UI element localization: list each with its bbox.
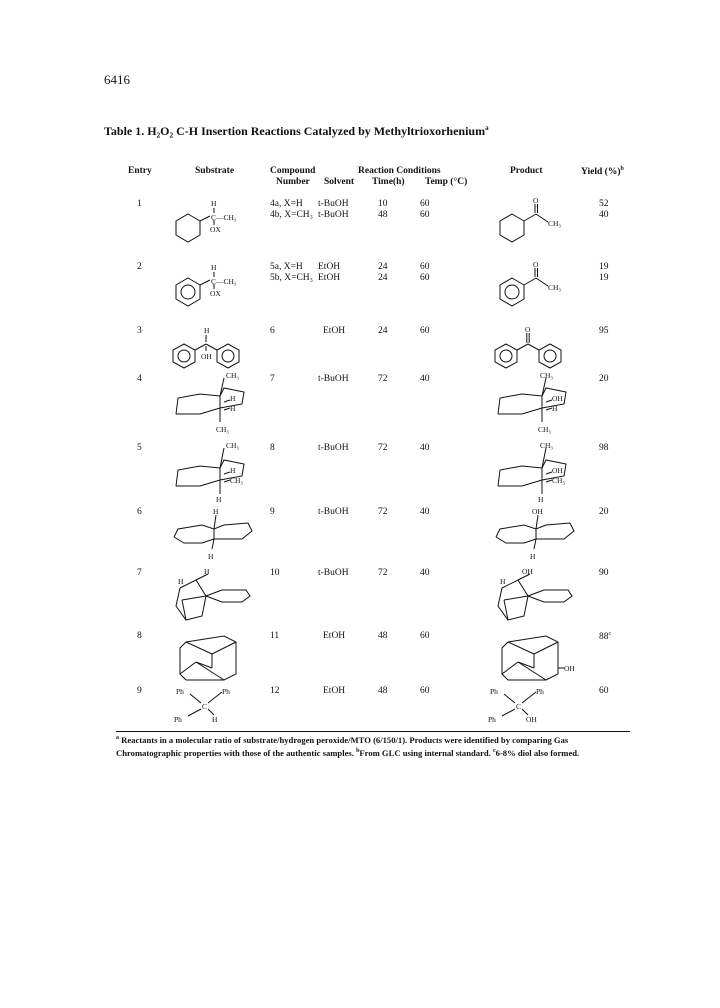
yield-cell: 20 bbox=[599, 507, 609, 517]
entry-number: 2 bbox=[137, 262, 142, 272]
o-label: O bbox=[533, 196, 539, 205]
entry-number: 6 bbox=[137, 507, 142, 517]
header-yield bbox=[581, 166, 624, 177]
header-compound: Compound bbox=[270, 166, 316, 176]
c-label: C bbox=[516, 702, 522, 711]
ch3-label: CH₃ bbox=[226, 441, 240, 450]
ph-label: Ph bbox=[536, 687, 544, 696]
yield-footnote-mark: c bbox=[608, 631, 612, 637]
time-cell: 10 bbox=[378, 199, 388, 209]
temp-cell: 60 bbox=[420, 686, 430, 696]
entry-number: 5 bbox=[137, 443, 142, 453]
yield-cell: 52 bbox=[599, 199, 609, 209]
time-cell: 72 bbox=[378, 374, 388, 384]
h-label: H bbox=[230, 394, 236, 403]
solvent-cell: EtOH bbox=[323, 631, 346, 641]
table-footnotes: $^a$ Reactants in a molecular ratio of substrate/hydrogen peroxide/MTO (6/150/1). Products were identified by comparing Gas Chromatographic properties with those of the authentic samples. $^b$From GLC using internal standard. $^c$6-8% diol also formed. bbox=[116, 734, 580, 758]
solvent-cell: t-BuOH bbox=[318, 507, 349, 517]
yield-cell: 95 bbox=[599, 326, 609, 336]
h-label: H bbox=[552, 404, 558, 413]
product-structure-4 bbox=[494, 370, 584, 436]
yield-cell: 20 bbox=[599, 374, 609, 384]
solvent-cell: t-BuOH bbox=[318, 568, 349, 578]
header-time: Time(h) bbox=[372, 177, 405, 187]
compound-label: 5b, X=CH₃ bbox=[270, 273, 313, 283]
temp-cell: 60 bbox=[420, 210, 430, 220]
temp-cell: 60 bbox=[420, 326, 430, 336]
solvent-cell: t-BuOH bbox=[318, 374, 349, 384]
ch3-label: CH₃ bbox=[216, 425, 230, 434]
yield-cell: 60 bbox=[599, 686, 609, 696]
product-structure-7 bbox=[494, 566, 594, 626]
time-cell: 72 bbox=[378, 443, 388, 453]
product-structure-9 bbox=[484, 684, 564, 728]
solvent-cell: EtOH bbox=[318, 262, 341, 272]
product-structure-6 bbox=[494, 505, 594, 563]
header-product: Product bbox=[510, 166, 543, 176]
table-title-text: Table 1. H₂O₂ C-H Insertion Reactions Catalyzed by Methyltrioxorhenium bbox=[104, 124, 486, 138]
ox-label: OX bbox=[210, 225, 221, 234]
page-number: 6416 bbox=[104, 72, 130, 87]
entry-number: 4 bbox=[137, 374, 142, 384]
product-structure-1 bbox=[490, 196, 580, 246]
h-label: H bbox=[500, 577, 506, 586]
oh-label: OH bbox=[552, 466, 563, 475]
time-cell: 24 bbox=[378, 262, 388, 272]
substrate-structure-7 bbox=[172, 566, 272, 626]
time-cell: 24 bbox=[378, 326, 388, 336]
footnote-c: 6-8% diol also formed. bbox=[495, 747, 580, 758]
ph-label: Ph bbox=[176, 687, 184, 696]
yield-cell: 19 bbox=[599, 273, 609, 283]
h-label: H bbox=[230, 404, 236, 413]
yield-cell: 19 bbox=[599, 262, 609, 272]
ph-label: Ph bbox=[222, 687, 230, 696]
h-label: H bbox=[178, 577, 184, 586]
yield-cell: 98 bbox=[599, 443, 609, 453]
ch3-label: CH₃ bbox=[538, 425, 552, 434]
ch3-label: CH₃ bbox=[540, 371, 554, 380]
c-label: C bbox=[202, 702, 208, 711]
product-structure-2 bbox=[490, 260, 580, 310]
header-entry: Entry bbox=[128, 166, 152, 176]
compound-label: 12 bbox=[270, 686, 280, 696]
compound-label: 11 bbox=[270, 631, 280, 641]
yield-cell bbox=[599, 631, 611, 642]
temp-cell: 40 bbox=[420, 568, 430, 578]
temp-cell: 60 bbox=[420, 262, 430, 272]
title-footnote-mark: a bbox=[485, 124, 489, 132]
ph-label: Ph bbox=[488, 715, 496, 724]
substrate-structure-6 bbox=[172, 505, 272, 563]
yield-cell: 90 bbox=[599, 568, 609, 578]
h-label: H bbox=[208, 552, 214, 561]
entry-number: 1 bbox=[137, 199, 142, 209]
h-label: H bbox=[212, 715, 218, 724]
product-structure-5 bbox=[494, 440, 584, 506]
yield-footnote-mark: b bbox=[620, 166, 624, 172]
compound-label: 9 bbox=[270, 507, 275, 517]
compound-label: 6 bbox=[270, 326, 275, 336]
solvent-cell: t-BuOH bbox=[318, 443, 349, 453]
temp-cell: 40 bbox=[420, 443, 430, 453]
oh-label: OH bbox=[532, 507, 543, 516]
temp-cell: 60 bbox=[420, 199, 430, 209]
time-cell: 48 bbox=[378, 686, 388, 696]
header-temp: Temp (°C) bbox=[425, 177, 468, 187]
time-cell: 72 bbox=[378, 568, 388, 578]
oh-label: OH bbox=[526, 715, 537, 724]
ch3-label: CH₃ bbox=[548, 219, 562, 228]
h-label: H bbox=[204, 567, 210, 576]
yield-cell: 40 bbox=[599, 210, 609, 220]
entry-number: 7 bbox=[137, 568, 142, 578]
compound-label: 8 bbox=[270, 443, 275, 453]
time-cell: 48 bbox=[378, 631, 388, 641]
h-label: H bbox=[204, 326, 210, 335]
h-label: H bbox=[216, 495, 222, 504]
c-ch3-label: C—CH₃ bbox=[211, 213, 237, 222]
temp-cell: 60 bbox=[420, 631, 430, 641]
ch3-label: CH₃ bbox=[548, 283, 562, 292]
oh-label: OH bbox=[522, 567, 533, 576]
compound-label: 5a, X=H bbox=[270, 262, 303, 272]
time-cell: 24 bbox=[378, 273, 388, 283]
entry-number: 8 bbox=[137, 631, 142, 641]
temp-cell: 40 bbox=[420, 507, 430, 517]
ph-label: Ph bbox=[490, 687, 498, 696]
h-label: H bbox=[211, 199, 217, 208]
h-label: H bbox=[213, 507, 219, 516]
solvent-cell: t-BuOH bbox=[318, 199, 349, 209]
footnote-b: From GLC using internal standard. bbox=[359, 747, 491, 758]
table-bottom-rule bbox=[116, 731, 630, 732]
header-substrate: Substrate bbox=[195, 166, 235, 176]
substrate-structure-5 bbox=[172, 440, 262, 506]
product-structure-3 bbox=[492, 324, 572, 370]
o-label: O bbox=[525, 325, 531, 334]
solvent-cell: EtOH bbox=[323, 686, 346, 696]
compound-label: 4a, X=H bbox=[270, 199, 303, 209]
time-cell: 72 bbox=[378, 507, 388, 517]
ch3-label: CH₃ bbox=[552, 476, 566, 485]
product-structure-8 bbox=[494, 628, 584, 684]
ph-label: Ph bbox=[174, 715, 182, 724]
substrate-structure-2 bbox=[166, 260, 256, 310]
compound-label: 4b, X=CH₃ bbox=[270, 210, 313, 220]
time-cell: 48 bbox=[378, 210, 388, 220]
compound-label: 10 bbox=[270, 568, 280, 578]
table-title bbox=[104, 124, 489, 139]
entry-number: 9 bbox=[137, 686, 142, 696]
header-number: Number bbox=[276, 177, 310, 187]
ch3-label: CH₃ bbox=[540, 441, 554, 450]
o-label: O bbox=[533, 260, 539, 269]
oh-label: OH bbox=[201, 352, 212, 361]
solvent-cell: t-BuOH bbox=[318, 210, 349, 220]
oh-label: OH bbox=[564, 664, 575, 673]
header-yield-text: Yield (%) bbox=[581, 167, 621, 178]
oh-label: OH bbox=[552, 394, 563, 403]
h-label: H bbox=[530, 552, 536, 561]
footnote-a: Reactants in a molecular ratio of substrate/hydrogen peroxide/MTO (6/150/1). Products were identified by comparing Gas Chromatographic properties with those of the authentic samples. bbox=[116, 734, 569, 758]
compound-label: 7 bbox=[270, 374, 275, 384]
substrate-structure-3 bbox=[170, 324, 250, 370]
ch3-label: CH₃ bbox=[226, 371, 240, 380]
h-label: H bbox=[211, 263, 217, 272]
solvent-cell: EtOH bbox=[323, 326, 346, 336]
substrate-structure-8 bbox=[172, 628, 252, 684]
substrate-structure-9 bbox=[170, 684, 250, 728]
h-label: H bbox=[230, 466, 236, 475]
ch3-label: CH₃ bbox=[230, 476, 244, 485]
c-ch3-label: C—CH₃ bbox=[211, 277, 237, 286]
h-label: H bbox=[538, 495, 544, 504]
header-solvent: Solvent bbox=[324, 177, 355, 187]
temp-cell: 60 bbox=[420, 273, 430, 283]
yield-value: 88 bbox=[599, 632, 609, 643]
substrate-structure-4 bbox=[172, 370, 262, 436]
header-reaction-conditions: Reaction Conditions bbox=[358, 166, 441, 176]
temp-cell: 40 bbox=[420, 374, 430, 384]
solvent-cell: EtOH bbox=[318, 273, 341, 283]
entry-number: 3 bbox=[137, 326, 142, 336]
ox-label: OX bbox=[210, 289, 221, 298]
substrate-structure-1 bbox=[166, 196, 256, 246]
